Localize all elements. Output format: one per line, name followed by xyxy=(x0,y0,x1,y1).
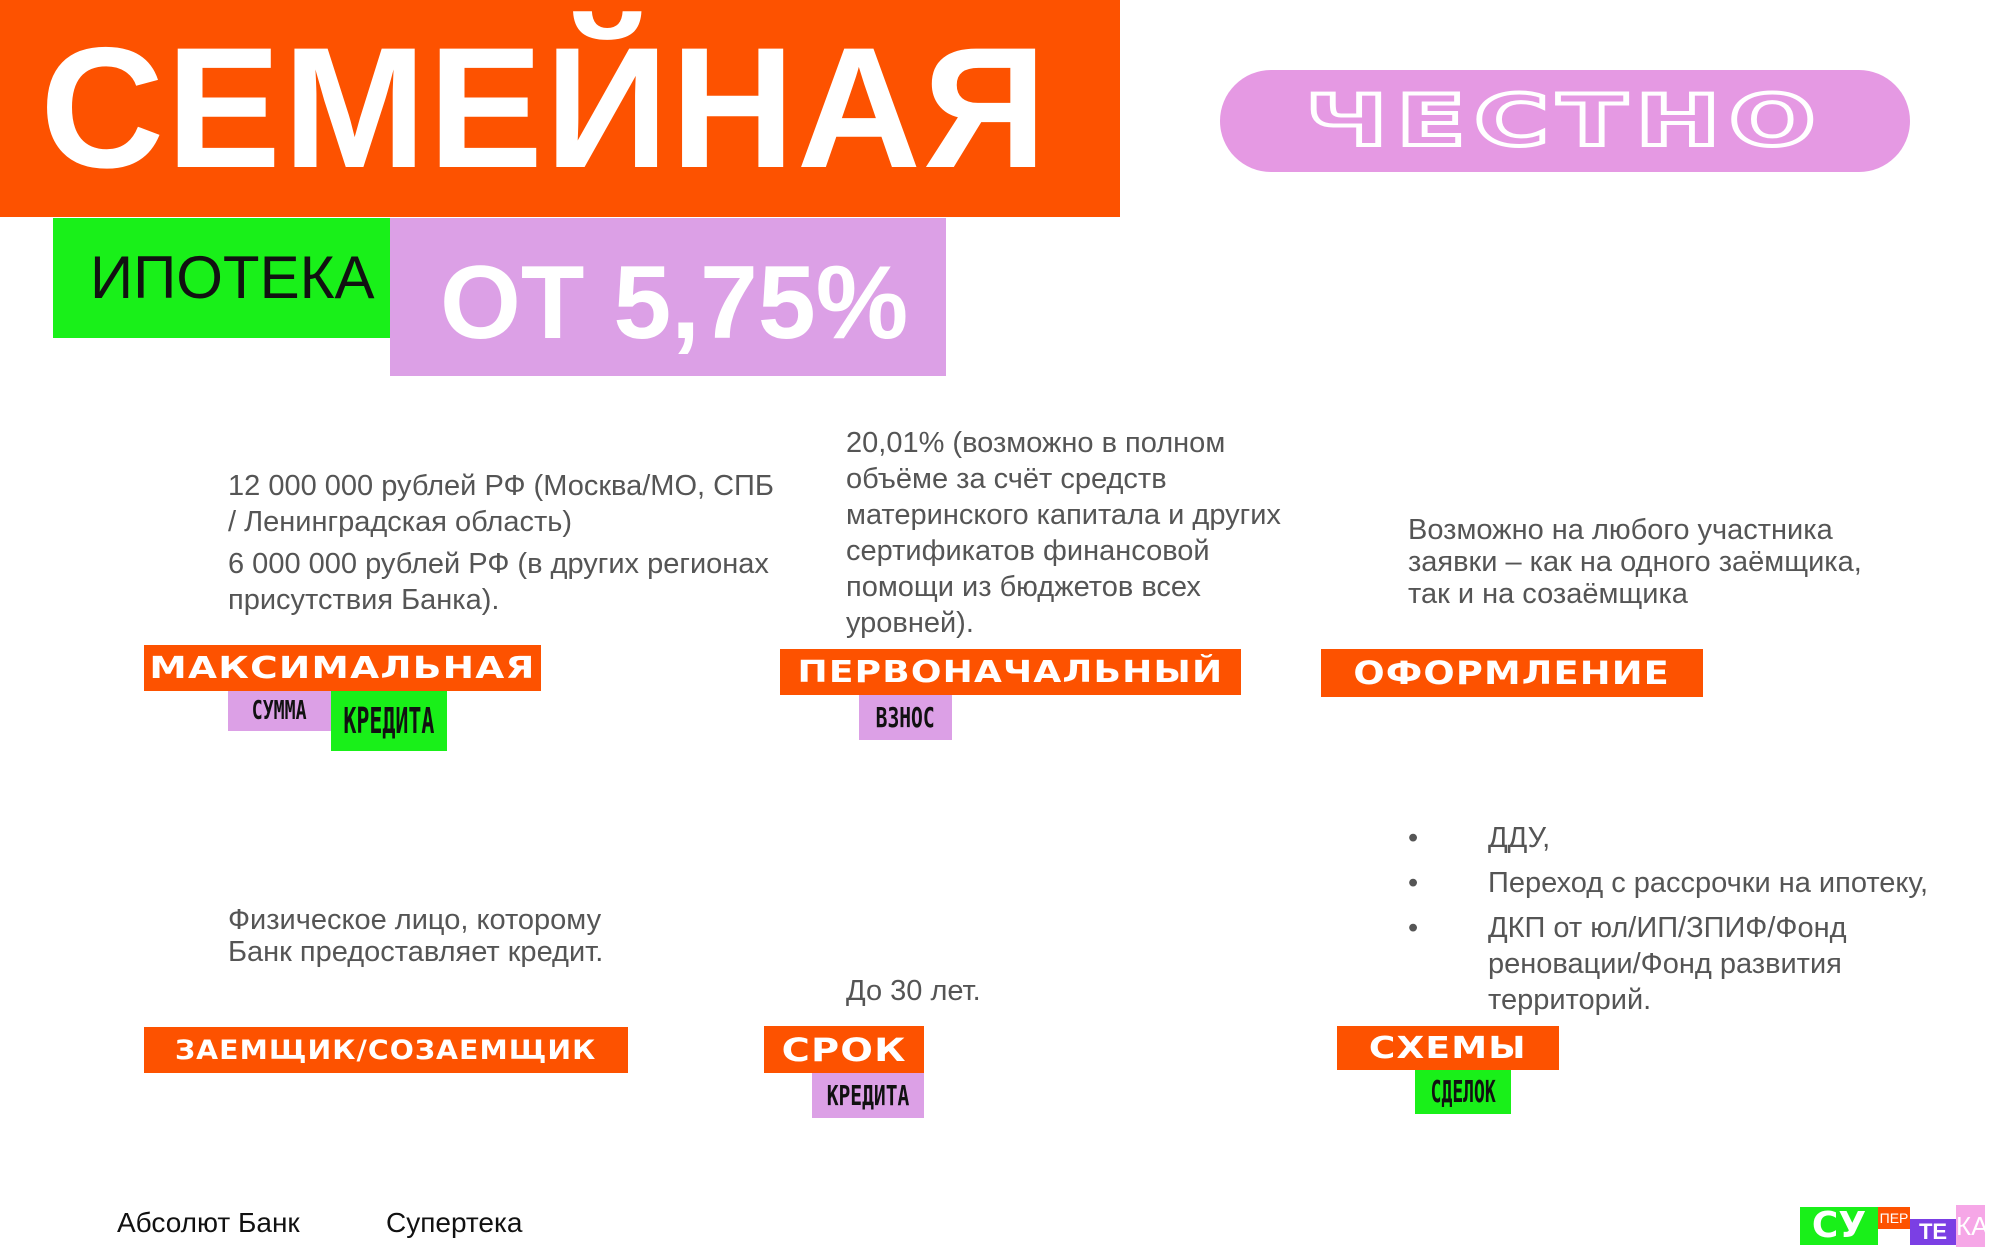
term-tag-text: СРОК xyxy=(781,1030,907,1069)
down-payment-subtag-text: ВЗНОС xyxy=(875,701,935,734)
max-amount-tag xyxy=(144,645,541,691)
registration-tag-text: ОФОРМЛЕНИЕ xyxy=(1353,654,1671,692)
bullet-icon: • xyxy=(1408,912,1419,944)
supertека-logo xyxy=(1800,1205,1989,1247)
schemes-list-item xyxy=(1400,910,1960,1018)
schemes-subtag-text: СДЕЛОК xyxy=(1430,1074,1496,1110)
logo-part-3: ТЕ xyxy=(1910,1219,1956,1245)
max-amount-subtag-sum-text: СУММА xyxy=(252,696,307,726)
max-amount-line-1: 12 000 000 рублей РФ (Москва/МО, СПБ / Ленинградская область) xyxy=(228,470,774,538)
down-payment-tag xyxy=(780,649,1241,695)
schemes-list-item xyxy=(1400,865,1960,901)
max-amount-tag-text: МАКСИМАЛЬНАЯ xyxy=(149,650,536,686)
borrower-text-body: Физическое лицо, которому Банк предоставляет кредит. xyxy=(228,904,604,968)
footer-bank-name: Абсолют Банк xyxy=(117,1207,300,1238)
registration-tag xyxy=(1321,649,1703,697)
logo-part-4: КА xyxy=(1956,1205,1985,1247)
schemes-list xyxy=(1400,820,1960,1027)
registration-text-body: Возможно на любого участника заявки – как на одного заёмщика, так и на созаёмщика xyxy=(1408,514,1862,610)
schemes-list-item xyxy=(1400,820,1960,856)
honest-badge-text: ЧЕСТНО xyxy=(1305,80,1825,162)
hero-title: СЕМЕЙНАЯ xyxy=(40,12,1049,204)
down-payment-tag-text: ПЕРВОНАЧАЛЬНЫЙ xyxy=(797,654,1224,690)
down-payment-text-body: 20,01% (возможно в полном объёме за счёт средств материнского капитала и других сертификатов финансовой помощи из бюджетов всех уровней). xyxy=(846,427,1281,639)
borrower-tag xyxy=(144,1027,628,1073)
term-tag xyxy=(764,1026,924,1073)
max-amount-subtag-sum xyxy=(228,691,331,731)
term-text xyxy=(846,973,1146,1009)
down-payment-text xyxy=(846,425,1316,641)
footer-product-name: Супертека xyxy=(386,1207,523,1238)
term-text-body: До 30 лет. xyxy=(846,975,981,1007)
schemes-item-text: ДДУ, xyxy=(1488,822,1551,854)
borrower-tag-text: ЗАЕМЩИК/СОЗАЕМЩИК xyxy=(175,1034,597,1066)
rate-label: ОТ 5,75% xyxy=(440,245,909,361)
schemes-item-text: ДКП от юл/ИП/ЗПИФ/Фонд реновации/Фонд развития территорий. xyxy=(1488,912,1847,1016)
schemes-subtag xyxy=(1415,1070,1511,1114)
term-subtag-text: КРЕДИТА xyxy=(826,1079,910,1112)
schemes-tag-text: СХЕМЫ xyxy=(1369,1030,1527,1066)
bullet-icon: • xyxy=(1408,867,1419,899)
honest-badge xyxy=(1220,70,1910,172)
registration-text xyxy=(1408,514,1868,610)
down-payment-subtag xyxy=(859,695,952,740)
logo-part-1: СУ xyxy=(1800,1207,1878,1245)
max-amount-text xyxy=(228,468,788,618)
bullet-icon: • xyxy=(1408,822,1419,854)
logo-part-2: ПЕР xyxy=(1878,1207,1910,1229)
schemes-tag xyxy=(1337,1026,1559,1070)
max-amount-line-2: 6 000 000 рублей РФ (в других регионах присутствия Банка). xyxy=(228,548,769,616)
max-amount-subtag-credit xyxy=(331,691,447,751)
term-subtag xyxy=(812,1073,924,1118)
mortgage-label: ИПОТЕКА xyxy=(90,244,375,311)
schemes-item-text: Переход с рассрочки на ипотеку, xyxy=(1488,867,1929,899)
borrower-text xyxy=(228,904,648,968)
max-amount-subtag-credit-text: КРЕДИТА xyxy=(343,700,435,742)
